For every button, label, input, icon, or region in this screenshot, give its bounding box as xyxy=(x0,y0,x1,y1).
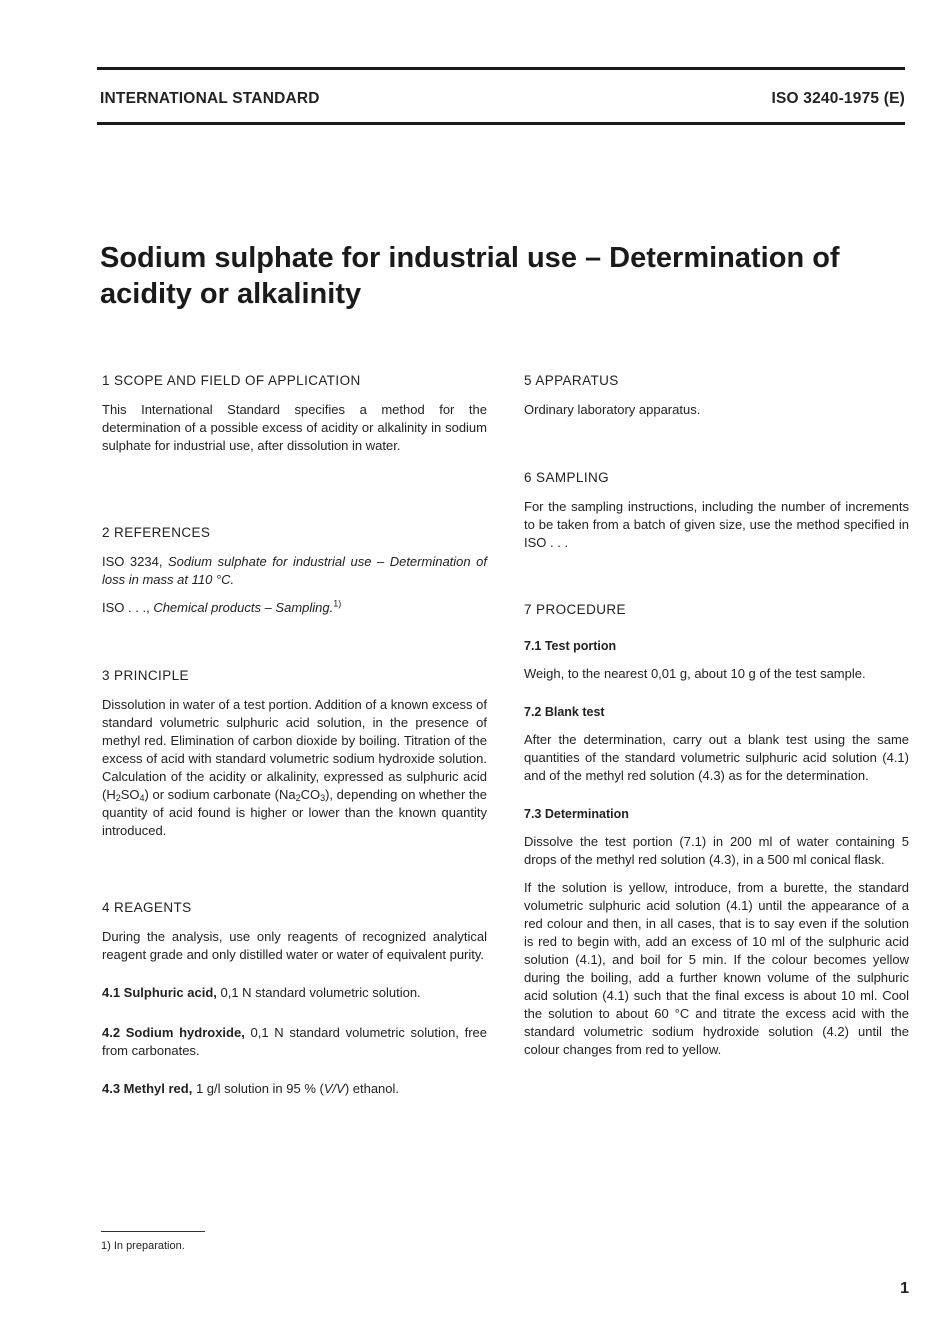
subscript: 2 xyxy=(115,793,121,803)
text-part: ) or sodium carbonate (Na xyxy=(144,787,296,802)
text-part: Dissolution in water of a test portion. Addition of a known excess of standard volumetric sulphuric acid solution, in the presence of methyl red. Elimination of carbon dioxide by boiling. Titration of the excess of acid with standard volumetric sodium hydroxide solution. Calculation of the acidity or alkalinity, expressed as sulphuric acid (H xyxy=(102,697,487,802)
section-text: This International Standard specifies a method for the determination of a possible excess of acidity or alkalinity in sodium sulphate for industrial use, after dissolution in water. xyxy=(102,402,487,453)
reference-number: ISO 3234, xyxy=(102,554,163,569)
footnote-marker: 1) xyxy=(333,598,342,609)
subsection-text: Weigh, to the nearest 0,01 g, about 10 g of the test sample. xyxy=(524,666,866,681)
reference-1 xyxy=(102,553,487,589)
text-part: CO xyxy=(300,787,321,802)
subscript: 3 xyxy=(320,793,326,803)
section-sampling xyxy=(524,469,909,552)
section-heading: 4 REAGENTS xyxy=(102,900,192,915)
section-procedure xyxy=(524,601,909,1059)
subsection-heading: 7.3 Determination xyxy=(524,807,629,821)
section-text xyxy=(102,696,487,840)
section-scope xyxy=(102,372,487,455)
section-apparatus xyxy=(524,372,909,419)
reagent-4-3 xyxy=(102,1080,487,1098)
subsection-text: If the solution is yellow, introduce, from a burette, the standard volumetric sulphuric acid solution (4.1) until the appearance of a red colour and then, in all cases, that is to say even if the solution is red to begin with, add an excess of 10 ml of the sulphuric acid solution (4.1), and boil for 5 min. If the colour becomes yellow during the boiling, add a further known volume of the sulphuric acid solution (4.1) such that the final excess is about 10 ml. Cool the solution to about 60 °C and titrate the excess acid with the standard volumetric sodium hydroxide solution (4.2) until the colour changes from red to yellow. xyxy=(524,880,909,1057)
document-type: INTERNATIONAL STANDARD xyxy=(100,90,320,107)
reagent-text: 0,1 N standard volumetric solution. xyxy=(220,985,421,1000)
section-heading: 6 SAMPLING xyxy=(524,470,610,485)
title-line-1: Sodium sulphate for industrial use – Determination of xyxy=(100,242,840,274)
reagent-text: 1 g/l solution in 95 % ( xyxy=(195,1081,324,1096)
page-number: 1 xyxy=(900,1280,909,1297)
section-text: For the sampling instructions, including the number of increments to be taken from a batch of given size, use the method specified in ISO . . . xyxy=(524,499,909,550)
subsection-heading: 7.1 Test portion xyxy=(524,639,617,653)
reagent-label: 4.1 Sulphuric acid, xyxy=(102,985,217,1000)
reference-title: Chemical products – Sampling. xyxy=(153,600,334,615)
header-top-rule xyxy=(97,67,905,70)
subsection-text: Dissolve the test portion (7.1) in 200 ml of water containing 5 drops of the methyl red solution (4.3), in a 500 ml conical flask. xyxy=(524,834,909,867)
reference-2 xyxy=(102,599,487,617)
reagent-text: 0,1 N standard volumetric solution, free from carbonates. xyxy=(102,1025,487,1058)
subsection-text: After the determination, carry out a blank test using the same quantities of the standard volumetric sulphuric acid solution (4.1) and of the methyl red solution (4.3) as for the determination. xyxy=(524,732,909,783)
section-heading: 2 REFERENCES xyxy=(102,525,211,540)
section-heading: 3 PRINCIPLE xyxy=(102,668,189,683)
document-title xyxy=(100,240,860,312)
subsection-heading: 7.2 Blank test xyxy=(524,705,605,719)
subscript: 2 xyxy=(295,793,301,803)
section-text: During the analysis, use only reagents of recognized analytical reagent grade and only distilled water or water of equivalent purity. xyxy=(102,929,487,962)
subscript: 4 xyxy=(139,793,145,803)
section-principle xyxy=(102,667,487,840)
reagent-4-2 xyxy=(102,1024,487,1060)
section-reagents xyxy=(102,899,487,1098)
document-number: ISO 3240-1975 (E) xyxy=(771,90,905,107)
reference-number: ISO . . ., xyxy=(102,600,150,615)
reference-title: Sodium sulphate for industrial use – Determination of loss in mass at 110 °C. xyxy=(102,554,487,587)
reagent-text: ) ethanol. xyxy=(344,1081,400,1096)
footnote-rule xyxy=(101,1231,205,1232)
section-heading: 5 APPARATUS xyxy=(524,373,619,388)
reagent-label: 4.2 Sodium hydroxide, xyxy=(102,1025,245,1040)
reagent-label: 4.3 Methyl red, xyxy=(102,1081,193,1096)
section-heading: 7 PROCEDURE xyxy=(524,602,626,617)
text-part: SO xyxy=(120,787,140,802)
reagent-4-1 xyxy=(102,984,487,1002)
section-text: Ordinary laboratory apparatus. xyxy=(524,402,701,417)
section-references xyxy=(102,524,487,617)
title-line-2: acidity or alkalinity xyxy=(100,278,362,310)
section-heading: 1 SCOPE AND FIELD OF APPLICATION xyxy=(102,373,361,388)
text-part: ), depending on whether the quantity of acid found is higher or lower than the known quantity introduced. xyxy=(102,787,487,838)
header-bottom-rule xyxy=(97,122,905,125)
footnote: 1) In preparation. xyxy=(101,1240,185,1252)
reagent-unit: V/V xyxy=(323,1081,345,1096)
